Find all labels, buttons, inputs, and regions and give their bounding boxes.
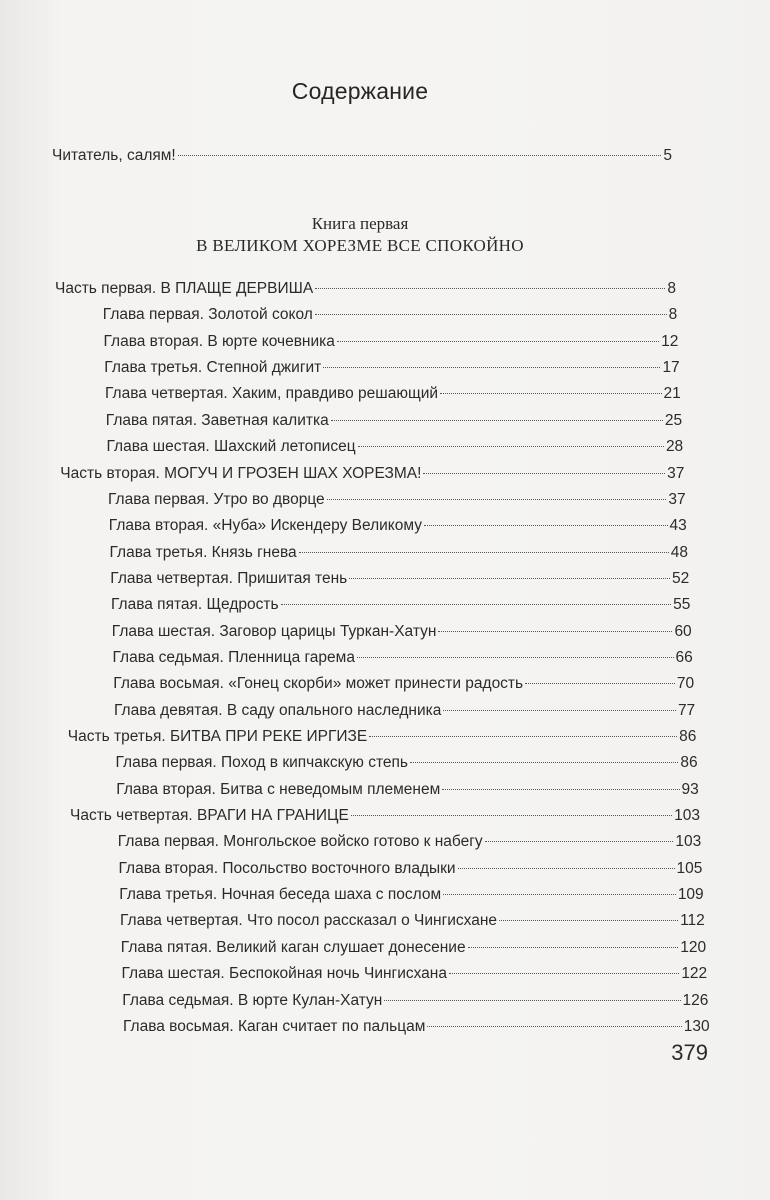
toc-entry-label: Часть третья. БИТВА ПРИ РЕКЕ ИРГИЗЕ	[67, 728, 368, 745]
toc-entry-label: Глава третья. Князь гнева	[109, 543, 297, 561]
toc-entry	[119, 860, 703, 882]
dot-leader	[323, 367, 660, 368]
toc-entry	[119, 886, 703, 908]
toc-entry-label: Глава третья. Степной джигит	[104, 359, 322, 377]
toc-entry-label: Глава седьмая. Пленница гарема	[112, 648, 355, 666]
contents-heading: Содержание	[291, 78, 429, 104]
dot-leader	[440, 393, 662, 394]
toc-entry-label: Глава первая. Поход в кипчакскую степь	[115, 754, 408, 772]
toc-entry	[68, 728, 697, 750]
toc-entry-page: 8	[668, 306, 678, 324]
toc-entry-page: 122	[681, 965, 708, 983]
toc-entry-page: 103	[675, 833, 702, 851]
dot-leader	[337, 341, 659, 342]
toc-entry-label: Часть четвертая. ВРАГИ НА ГРАНИЦЕ	[70, 807, 349, 824]
dot-leader	[358, 446, 664, 447]
toc-entry-label: Глава шестая. Беспокойная ночь Чингисхана	[121, 965, 447, 983]
toc-entry	[112, 623, 692, 645]
toc-entry	[70, 807, 700, 829]
toc-entry	[122, 965, 708, 987]
dot-leader	[327, 499, 667, 500]
toc-entry	[118, 833, 702, 855]
toc-entry	[106, 412, 682, 434]
toc-entry-page: 48	[670, 543, 688, 561]
dot-leader	[443, 894, 676, 895]
dot-leader	[369, 736, 677, 737]
toc-entry-label: Глава вторая. «Нуба» Искендеру Великому	[108, 517, 422, 535]
toc-entry-page: 21	[663, 385, 681, 403]
toc-entry-page: 37	[667, 464, 685, 482]
dot-leader	[351, 815, 672, 816]
toc-entry-label: Глава шестая. Заговор царицы Туркан-Хатун	[111, 622, 437, 640]
toc-entry-page: 25	[664, 411, 683, 429]
toc-entry-page: 60	[674, 622, 692, 640]
toc-entry-page: 66	[675, 648, 693, 666]
toc-entry-page: 37	[668, 490, 686, 508]
page-number: 379	[671, 1040, 708, 1065]
toc-entry-page: 112	[680, 912, 705, 930]
toc-entry	[122, 992, 708, 1014]
toc-entry-page: 77	[677, 701, 696, 719]
dot-leader	[178, 155, 662, 156]
dot-leader	[331, 420, 663, 421]
dot-leader	[485, 841, 674, 842]
toc-entry-page: 105	[676, 859, 703, 877]
toc-entry	[113, 649, 693, 671]
dot-leader	[468, 947, 679, 948]
toc-entry	[108, 491, 686, 513]
toc-entry-page: 8	[667, 280, 676, 297]
dot-leader	[384, 1000, 680, 1001]
toc-entry-label: Глава четвертая. Хаким, правдиво решающий	[105, 385, 439, 403]
dot-leader	[315, 314, 667, 315]
toc-entry-page: 130	[683, 1017, 710, 1035]
toc-entry	[121, 939, 706, 961]
toc-entry	[104, 359, 679, 381]
toc-entry	[110, 570, 689, 592]
toc-entry-label: Глава восьмая. «Гонец скорби» может принести радость	[113, 675, 524, 693]
toc-entry	[114, 702, 695, 724]
toc-entry	[113, 675, 694, 697]
toc-entry	[111, 596, 690, 618]
toc-entry-label: Часть первая. В ПЛАЩЕ ДЕРВИША	[55, 280, 314, 297]
dot-leader	[424, 525, 668, 526]
dot-leader	[499, 920, 678, 921]
toc-entry-label: Глава пятая. Щедрость	[111, 596, 279, 614]
dot-leader	[427, 1026, 681, 1027]
toc-entry	[55, 280, 676, 302]
toc-entry	[109, 517, 687, 539]
toc-entry	[104, 333, 679, 355]
toc-entry	[123, 1018, 710, 1040]
toc-entry-label: Глава восьмая. Каган считает по пальцам	[123, 1017, 426, 1035]
dot-leader	[525, 683, 675, 684]
dot-leader	[315, 288, 665, 289]
toc-entry-page: 126	[682, 991, 709, 1009]
toc-entry	[110, 544, 689, 566]
dot-leader	[423, 473, 665, 474]
toc-entry	[105, 385, 681, 407]
toc-entry-label: Глава первая. Золотой сокол	[102, 306, 313, 324]
toc-entry-label: Глава первая. Утро во дворце	[108, 490, 325, 508]
toc-entry-label: Глава девятая. В саду опального наследника	[114, 701, 442, 719]
toc-entry-page: 103	[674, 807, 700, 824]
toc-entry-label: Глава вторая. Посольство восточного владыки	[118, 859, 456, 877]
dot-leader	[443, 710, 676, 711]
toc-entry-label: Глава четвертая. Что посол рассказал о Чингисхане	[120, 912, 498, 930]
dot-leader	[357, 657, 674, 658]
dot-leader	[442, 789, 679, 790]
toc-entry-label: Глава пятая. Заветная калитка	[105, 411, 329, 429]
toc-entry-label: Глава вторая. В юрте кочевника	[103, 332, 335, 350]
toc-entry-page: 93	[681, 780, 699, 798]
toc-entry-page: 120	[680, 938, 707, 956]
dot-leader	[281, 604, 672, 605]
toc-entry-page: 5	[663, 147, 672, 164]
toc-entry-label: Глава пятая. Великий каган слушает донесение	[120, 938, 466, 956]
toc-entry	[120, 912, 705, 934]
toc-entry	[107, 438, 684, 460]
toc-entry-label: Глава первая. Монгольское войско готово к набегу	[117, 833, 483, 851]
toc-entry-label: Глава третья. Ночная беседа шаха с послом	[119, 886, 442, 904]
book-title: В ВЕЛИКОМ ХОРЕЗМЕ ВСЕ СПОКОЙНО	[196, 236, 524, 255]
dot-leader	[349, 578, 670, 579]
toc-entry-label: Глава седьмая. В юрте Кулан-Хатун	[122, 991, 383, 1009]
toc-entry-label: Глава шестая. Шахский летописец	[106, 438, 356, 456]
toc-entry-preface	[52, 147, 672, 169]
toc-entry-page: 43	[669, 517, 687, 535]
toc-entry-label: Глава четвертая. Пришитая тень	[110, 569, 348, 587]
toc-entry	[116, 781, 699, 803]
toc-entry-page: 17	[662, 359, 680, 377]
dot-leader	[438, 631, 672, 632]
book-label: Книга первая	[311, 214, 409, 233]
toc-entry-page: 52	[672, 569, 690, 587]
toc-entry	[60, 465, 684, 487]
toc-entry-label: Глава вторая. Битва с неведомым племенем	[116, 780, 441, 798]
dot-leader	[449, 973, 679, 974]
dot-leader	[410, 762, 678, 763]
toc-entry	[103, 306, 678, 328]
toc-entry-page: 109	[677, 886, 704, 904]
dot-leader	[458, 868, 675, 869]
toc-entry-page: 12	[661, 332, 679, 350]
toc-entry-label: Читатель, салям!	[52, 147, 176, 164]
toc-entry	[116, 754, 698, 776]
dot-leader	[299, 552, 669, 553]
toc-entry-page: 86	[680, 754, 698, 772]
toc-entry-page: 28	[665, 438, 684, 456]
toc-entry-page: 55	[673, 596, 691, 614]
toc-entry-page: 70	[676, 675, 695, 693]
toc-entry-label: Часть вторая. МОГУЧ И ГРОЗЕН ШАХ ХОРЕЗМА!	[60, 464, 422, 482]
toc-entry-page: 86	[679, 728, 697, 745]
